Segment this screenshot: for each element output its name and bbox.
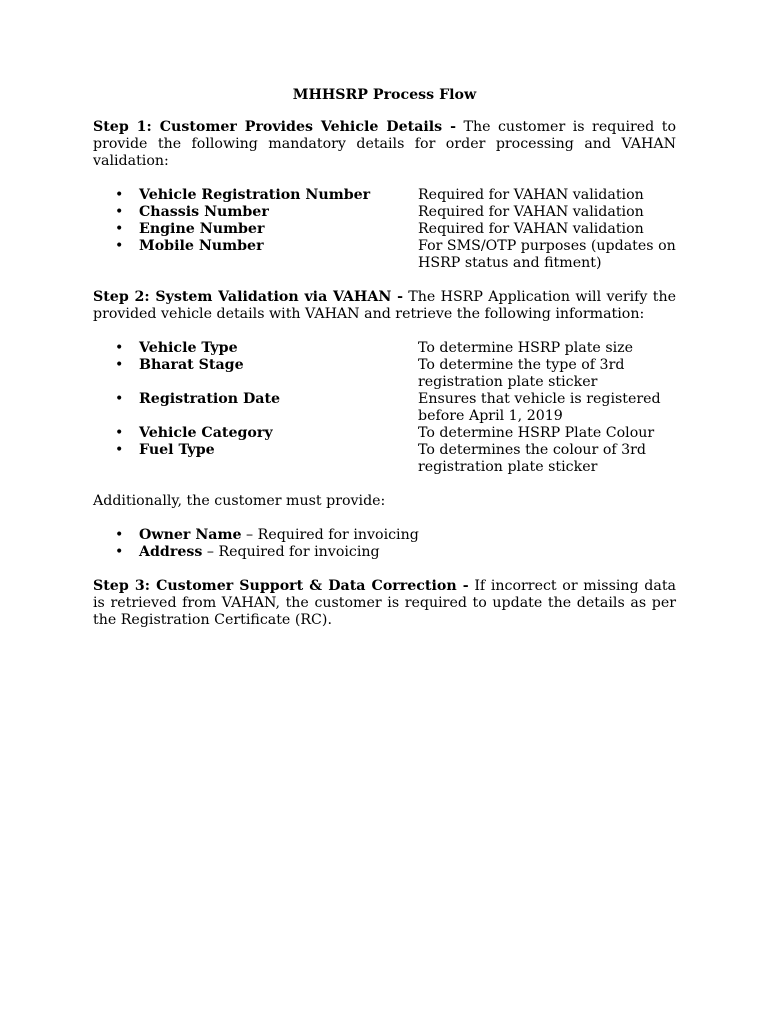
document-title: MHHSRP Process Flow	[292, 87, 477, 103]
list-item	[93, 425, 676, 442]
additional-paragraph: Additionally, the customer must provide:	[93, 493, 386, 509]
step1-text: The customer is required to provide the following mandatory details for order processing and VAHAN validation:	[93, 119, 676, 169]
list-item	[93, 357, 676, 391]
item-desc: Required for VAHAN validation	[418, 204, 644, 220]
step1-list	[93, 187, 676, 272]
item-desc: – Required for invoicing	[241, 527, 419, 543]
step3-heading: Step 3: Customer Support & Data Correction -	[93, 578, 469, 594]
item-desc: Required for VAHAN validation	[418, 221, 644, 237]
list-item	[93, 544, 676, 561]
bullet-icon: •	[115, 357, 124, 373]
item-desc: To determines the colour of 3rd registration plate sticker	[418, 442, 647, 475]
item-term: Mobile Number	[139, 238, 264, 254]
item-desc: To determine HSRP Plate Colour	[418, 425, 655, 441]
list-item	[93, 204, 676, 221]
step2-text: The HSRP Application will verify the provided vehicle details with VAHAN and retrieve the following information:	[93, 289, 676, 322]
item-term: Registration Date	[139, 391, 281, 407]
item-term: Vehicle Registration Number	[139, 187, 371, 203]
bullet-icon: •	[115, 187, 124, 203]
list-item	[93, 340, 676, 357]
bullet-icon: •	[115, 544, 124, 560]
item-term: Address	[139, 544, 203, 560]
item-desc: For SMS/OTP purposes (updates on HSRP status and fitment)	[418, 238, 676, 271]
additional-list	[93, 527, 676, 561]
list-item	[93, 527, 676, 544]
item-desc: – Required for invoicing	[202, 544, 380, 560]
list-item	[93, 238, 676, 272]
step3-text: If incorrect or missing data is retrieved from VAHAN, the customer is required to update the details as per the Registration Certificate (RC).	[93, 578, 676, 628]
bullet-icon: •	[115, 527, 124, 543]
item-term: Vehicle Category	[139, 425, 273, 441]
bullet-icon: •	[115, 238, 124, 254]
item-term: Owner Name	[139, 527, 242, 543]
step1-heading: Step 1: Customer Provides Vehicle Details -	[93, 119, 456, 135]
list-item	[93, 442, 676, 476]
item-desc: Required for VAHAN validation	[418, 187, 644, 203]
document-body	[93, 87, 676, 629]
step2-heading: Step 2: System Validation via VAHAN -	[93, 289, 403, 305]
bullet-icon: •	[115, 425, 124, 441]
item-desc: Ensures that vehicle is registered before April 1, 2019	[418, 391, 661, 424]
item-desc: To determine HSRP plate size	[418, 340, 634, 356]
item-term: Vehicle Type	[139, 340, 238, 356]
step1-paragraph	[93, 119, 676, 170]
list-item	[93, 221, 676, 238]
list-item	[93, 187, 676, 204]
bullet-icon: •	[115, 204, 124, 220]
step2-paragraph	[93, 289, 676, 323]
step2-list	[93, 340, 676, 476]
item-term: Fuel Type	[139, 442, 215, 458]
item-term: Engine Number	[139, 221, 265, 237]
bullet-icon: •	[115, 340, 124, 356]
bullet-icon: •	[115, 442, 124, 458]
bullet-icon: •	[115, 221, 124, 237]
bullet-icon: •	[115, 391, 124, 407]
list-item	[93, 391, 676, 425]
step3-paragraph	[93, 578, 676, 629]
item-term: Bharat Stage	[139, 357, 244, 373]
item-term: Chassis Number	[139, 204, 269, 220]
item-desc: To determine the type of 3rd registration plate sticker	[418, 357, 625, 390]
